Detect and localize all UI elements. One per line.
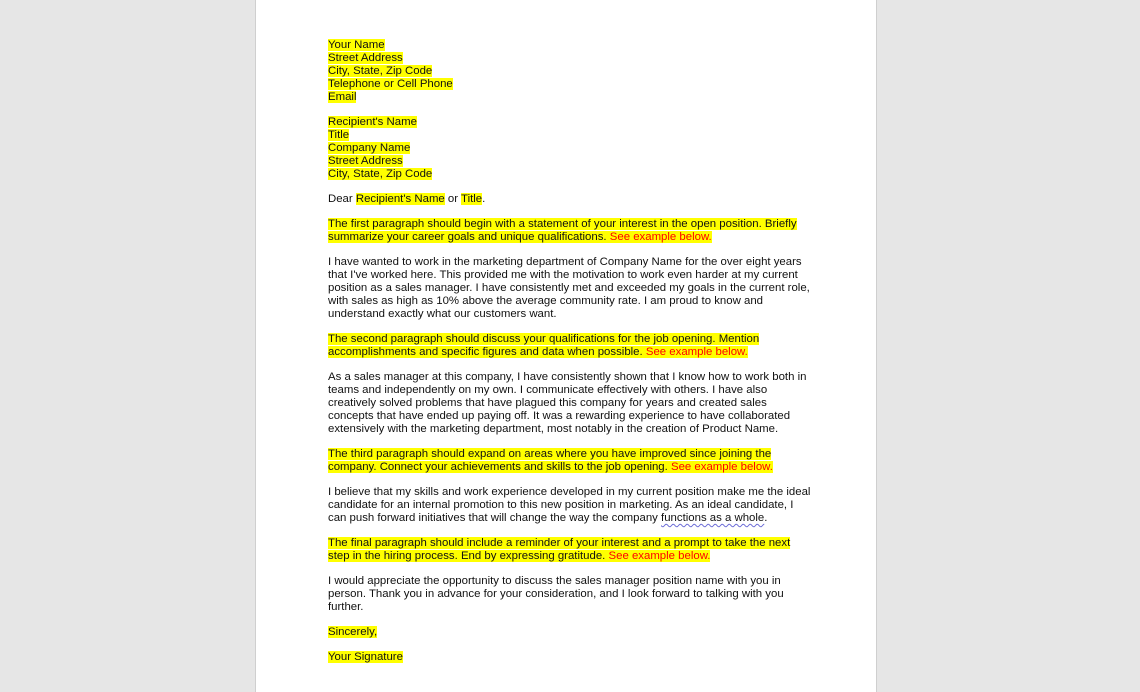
instruction-text: company. Connect your achievements and skills to the job opening.: [328, 461, 668, 473]
body-line: teams and independently on my own. I communicate effectively with others. I have also: [328, 384, 768, 396]
body-line: further.: [328, 601, 364, 613]
body-line: candidate for an internal promotion to this new position in marketing. As an ideal candidate, I: [328, 499, 794, 511]
see-example-note: See example below.: [609, 231, 712, 243]
body-line: concepts that have ended up paying off. It was a rewarding experience to have collaborated: [328, 410, 791, 422]
instruction-text: accomplishments and specific figures and data when possible.: [328, 346, 643, 358]
body-line: that I've worked here. This provided me with the motivation to work even harder at my current: [328, 269, 798, 281]
body-line: I have wanted to work in the marketing department of Company Name for the over eight years: [328, 256, 802, 268]
see-example-note: See example below.: [608, 550, 711, 562]
body-text: .: [764, 512, 768, 524]
intro-instruction: [328, 218, 828, 244]
final-instruction: [328, 537, 828, 563]
instruction-text: summarize your career goals and unique qualifications.: [328, 231, 607, 243]
body-line: person. Thank you in advance for your consideration, and I look forward to talking with you: [328, 588, 784, 600]
salutation-title: Title: [461, 193, 483, 205]
instruction-text: The first paragraph should begin with a statement of your interest in the open position. Briefly: [328, 218, 797, 230]
recipient-title: Title: [328, 129, 350, 141]
body-line: I would appreciate the opportunity to discuss the sales manager position name with you in: [328, 575, 781, 587]
body-text: can push forward initiatives that will change the way the company: [328, 512, 662, 524]
letter-body: [328, 39, 828, 676]
recipient-name: Recipient's Name: [328, 116, 417, 128]
instruction-text: The second paragraph should discuss your qualifications for the job opening. Mention: [328, 333, 760, 345]
recipient-company: Company Name: [328, 142, 411, 154]
recipient-city: City, State, Zip Code: [328, 168, 433, 180]
signature-text: Your Signature: [328, 651, 403, 663]
salutation: [328, 193, 828, 206]
sign-off-text: Sincerely,: [328, 626, 378, 638]
second-paragraph: [328, 371, 828, 436]
body-line: position as a sales manager. I have consistently met and exceeded my goals in the current role,: [328, 282, 810, 294]
body-line: extensively with the marketing department, most notably in the creation of Product Name.: [328, 423, 779, 435]
intro-paragraph: [328, 256, 828, 321]
instruction-text: The final paragraph should include a reminder of your interest and a prompt to take the next: [328, 537, 791, 549]
signature: [328, 651, 828, 664]
instruction-text: step in the hiring process. End by expressing gratitude.: [328, 550, 606, 562]
sender-name: Your Name: [328, 39, 385, 51]
grammar-squiggle[interactable]: functions as a whole: [661, 512, 765, 524]
body-line: As a sales manager at this company, I have consistently shown that I know how to work both in: [328, 371, 807, 383]
recipient-street: Street Address: [328, 155, 403, 167]
body-line: I believe that my skills and work experience developed in my current position make me the ideal: [328, 486, 811, 498]
instruction-text: The third paragraph should expand on areas where you have improved since joining the: [328, 448, 772, 460]
see-example-note: See example below.: [670, 461, 773, 473]
sender-street: Street Address: [328, 52, 403, 64]
body-line: [328, 512, 828, 525]
third-paragraph: [328, 486, 828, 525]
sender-address-block: [328, 39, 828, 104]
salutation-or: or: [444, 193, 462, 205]
sender-email: Email: [328, 91, 357, 103]
sender-city: City, State, Zip Code: [328, 65, 433, 77]
salutation-prefix: Dear: [328, 193, 356, 205]
second-instruction: [328, 333, 828, 359]
final-paragraph: [328, 575, 828, 614]
recipient-address-block: [328, 116, 828, 181]
body-line: with sales as high as 10% above the average community rate. I am proud to know and: [328, 295, 763, 307]
document-page: [255, 0, 877, 692]
sender-phone: Telephone or Cell Phone: [328, 78, 453, 90]
third-instruction: [328, 448, 828, 474]
salutation-name: Recipient's Name: [355, 193, 445, 205]
body-line: creatively solved problems that have plagued this company for years and created sales: [328, 397, 767, 409]
see-example-note: See example below.: [645, 346, 748, 358]
body-line: understand exactly what our customers want.: [328, 308, 557, 320]
sign-off: [328, 626, 828, 639]
salutation-end: .: [482, 193, 486, 205]
